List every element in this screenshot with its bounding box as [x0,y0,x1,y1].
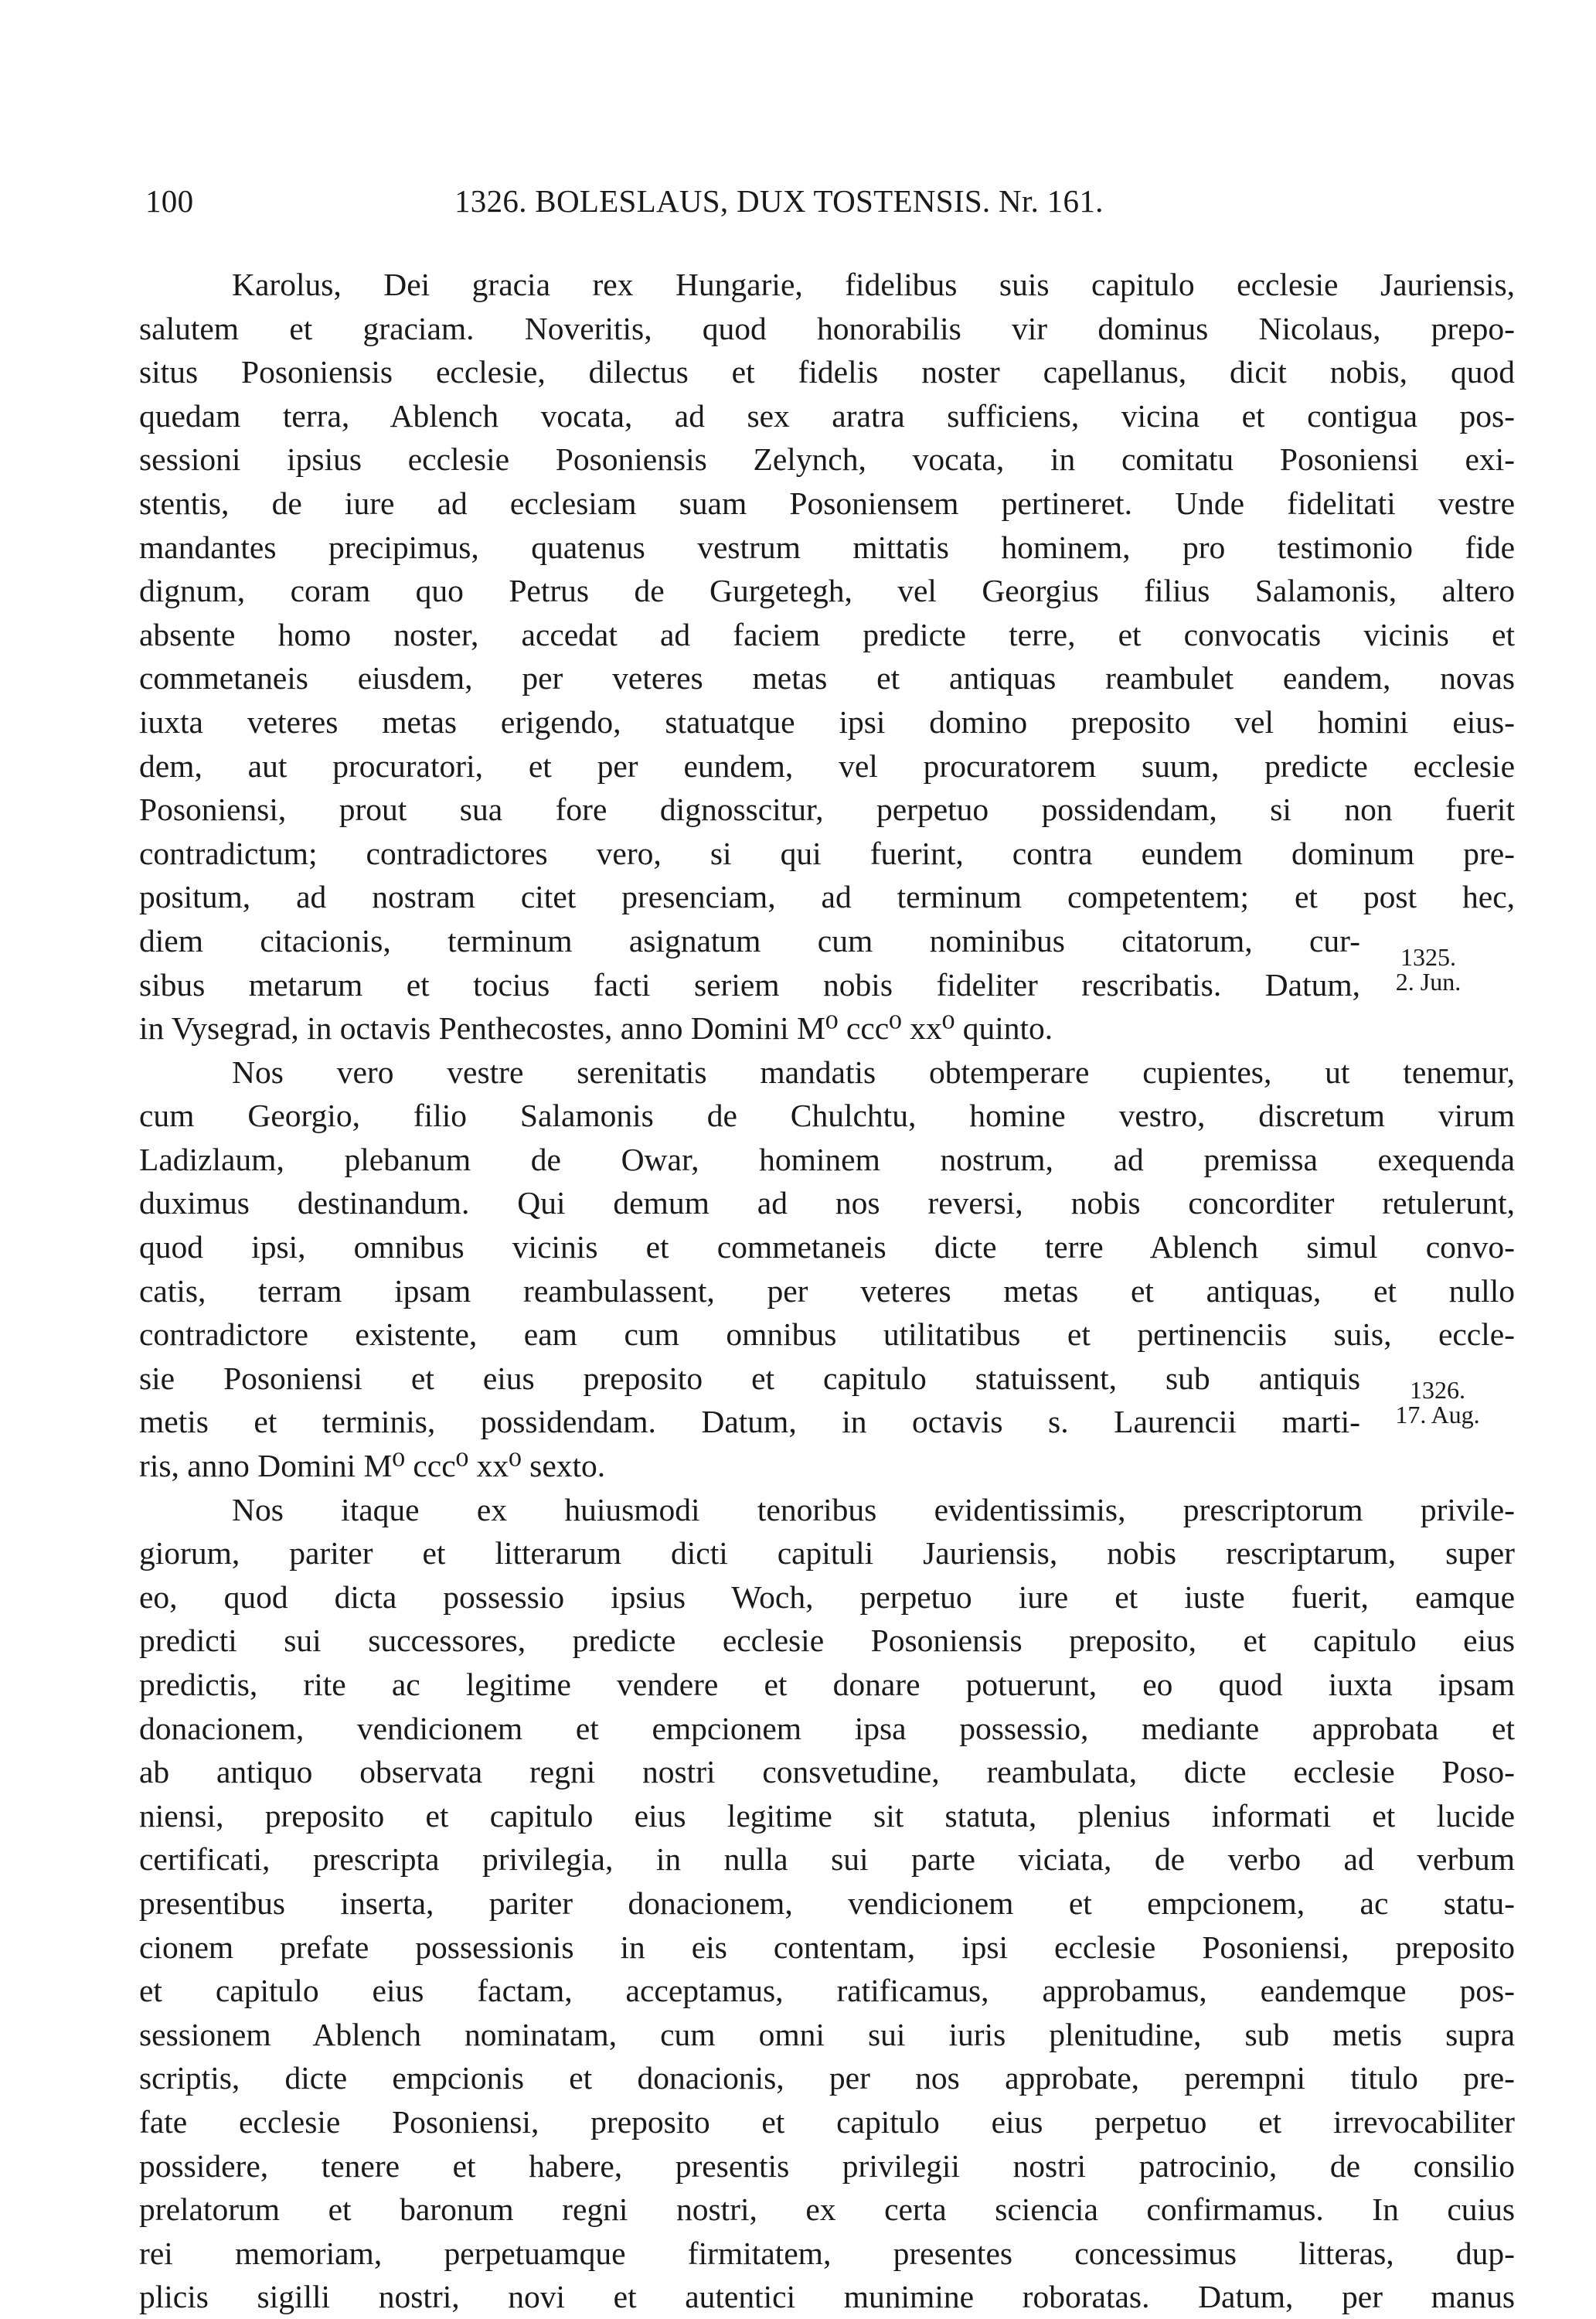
text-line: et capitulo eius factam, acceptamus, ratificamus, approbamus, eandemque pos- [139,1973,1515,2009]
text-line: sibus metarum et tocius facti seriem nobis fideliter rescribatis. Datum, [139,966,1360,1003]
margin-note-date: 2. Jun. [1395,968,1462,996]
page-number: 100 [145,183,194,219]
text-line: positum, ad nostram citet presenciam, ad terminum competentem; et post hec, [139,879,1515,915]
text-line: quod ipsi, omnibus vicinis et commetaneis dicte terre Ablench simul convo- [139,1229,1515,1265]
text-line: salutem et graciam. Noveritis, quod honorabilis vir dominus Nicolaus, prepo- [139,310,1515,346]
text-line: certificati, prescripta privilegia, in nulla sui parte viciata, de verbo ad verbum [139,1841,1515,1878]
text-line: cum Georgio, filio Salamonis de Chulchtu, homine vestro, discretum virum [139,1098,1515,1134]
text-line: diem citacionis, terminum asignatum cum nominibus citatorum, cur- [139,922,1360,959]
margin-date-note [1383,1377,1492,1427]
margin-note-date: 17. Aug. [1395,1401,1480,1429]
text-line: Karolus, Dei gracia rex Hungarie, fidelibus suis capitulo ecclesie Jauriensis, [232,267,1515,302]
text-line: fate ecclesie Posoniensi, preposito et capitulo eius perpetuo et irrevocabiliter [139,2103,1515,2140]
document-body [139,263,1515,2319]
margin-note-year: 1326. [1410,1376,1465,1404]
text-line: quedam terra, Ablench vocata, ad sex aratra sufficiens, vicina et contigua pos- [139,397,1515,434]
text-line: in Vysegrad, in octavis Penthecostes, anno Domini M⁰ ccc⁰ xx⁰ quinto. [139,1010,1053,1047]
text-line: absente homo noster, accedat ad faciem predicte terre, et convocatis vicinis et [139,616,1515,652]
text-line: rei memoriam, perpetuamque firmitatem, presentes concessimus litteras, dup- [139,2235,1515,2271]
text-line: Nos itaque ex huiusmodi tenoribus evidentissimis, prescriptorum privile- [232,1491,1515,1527]
text-line: Ladizlaum, plebanum de Owar, hominem nostrum, ad premissa exequenda [139,1141,1515,1177]
text-line: donacionem, vendicionem et empcionem ipsa possessio, mediante approbata et [139,1710,1515,1746]
text-line: sie Posoniensi et eius preposito et capitulo statuissent, sub antiquis [139,1360,1360,1396]
text-line: stentis, de iure ad ecclesiam suam Posoniensem pertineret. Unde fidelitati vestre [139,485,1515,521]
text-line: dignum, coram quo Petrus de Gurgetegh, vel Georgius filius Salamonis, altero [139,573,1515,609]
text-line: possidere, tenere et habere, presentis privilegii nostri patrocinio, de consilio [139,2147,1515,2184]
text-line: plicis sigilli nostri, novi et autentici munimine roboratas. Datum, per manus [139,2279,1515,2315]
text-line: prelatorum et baronum regni nostri, ex certa sciencia confirmamus. In cuius [139,2191,1515,2228]
text-line: dem, aut procuratori, et per eundem, vel procuratorem suum, predicte ecclesie [139,747,1515,784]
text-line: contradictum; contradictores vero, si qui fuerint, contra eundem dominum pre- [139,835,1515,871]
text-line: Nos vero vestre serenitatis mandatis obtemperare cupientes, ut tenemur, [232,1054,1515,1090]
text-line: predicti sui successores, predicte ecclesie Posoniensis preposito, et capitulo eius [139,1623,1515,1659]
text-line: giorum, pariter et litterarum dicti capituli Jauriensis, nobis rescriptarum, super [139,1535,1515,1572]
text-line: contradictore existente, eam cum omnibus utilitatibus et pertinenciis suis, eccle- [139,1316,1515,1353]
text-line: eo, quod dicta possessio ipsius Woch, perpetuo iure et iuste fuerit, eamque [139,1578,1515,1615]
text-line: catis, terram ipsam reambulassent, per veteres metas et antiquas, et nullo [139,1272,1515,1309]
text-line: Posoniensi, prout sua fore dignosscitur, perpetuo possidendam, si non fuerit [139,792,1515,828]
text-line: iuxta veteres metas erigendo, statuatque ipsi domino preposito vel homini eius- [139,703,1515,740]
margin-note-year: 1325. [1400,943,1456,971]
text-line: presentibus inserta, pariter donacionem, vendicionem et empcionem, ac statu- [139,1885,1515,1921]
text-line: ab antiquo observata regni nostri consvetudine, reambulata, dicte ecclesie Poso- [139,1754,1515,1790]
text-line: predictis, rite ac legitime vendere et donare potuerunt, eo quod iuxta ipsam [139,1667,1515,1702]
running-title: 1326. BOLESLAUS, DUX TOSTENSIS. Nr. 161. [454,183,1104,219]
text-line: situs Posoniensis ecclesie, dilectus et fidelis noster capellanus, dicit nobis, quod [139,354,1515,390]
text-line: sessionem Ablench nominatam, cum omni sui iuris plenitudine, sub metis supra [139,2016,1515,2052]
text-line: scriptis, dicte empcionis et donacionis, per nos approbate, perempni titulo pre- [139,2060,1515,2096]
text-line: niensi, preposito et capitulo eius legitime sit statuta, plenius informati et lucide [139,1797,1515,1834]
text-line: sessioni ipsius ecclesie Posoniensis Zelynch, vocata, in comitatu Posoniensi exi- [139,441,1515,478]
text-line: commetaneis eiusdem, per veteres metas et antiquas reambulet eandem, novas [139,660,1515,696]
text-line: ris, anno Domini M⁰ ccc⁰ xx⁰ sexto. [139,1448,606,1484]
margin-date-note [1374,945,1482,994]
text-line: mandantes precipimus, quatenus vestrum mittatis hominem, pro testimonio fide [139,529,1515,565]
text-line: duximus destinandum. Qui demum ad nos reversi, nobis concorditer retulerunt, [139,1185,1515,1221]
text-line: metis et terminis, possidendam. Datum, in octavis s. Laurencii marti- [139,1404,1360,1440]
text-line: cionem prefate possessionis in eis contentam, ipsi ecclesie Posoniensi, preposito [139,1929,1515,1965]
